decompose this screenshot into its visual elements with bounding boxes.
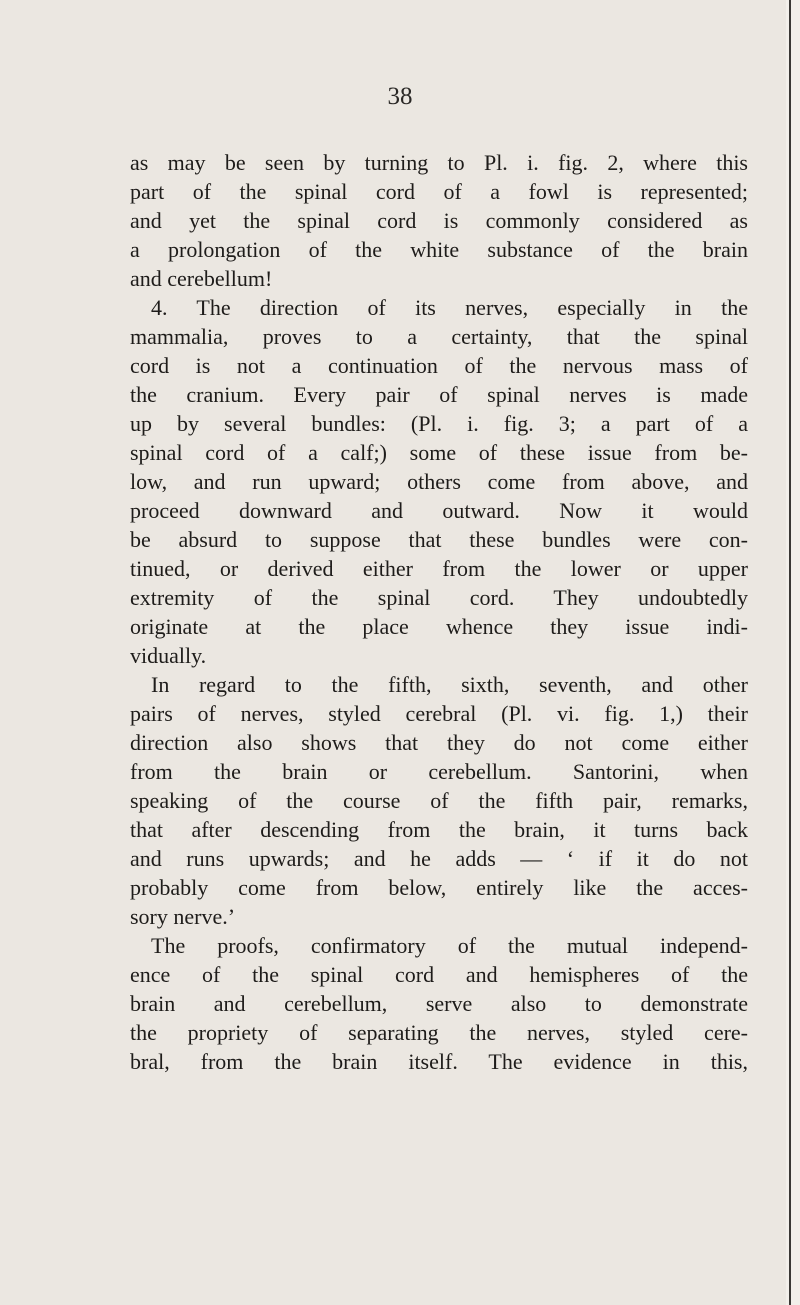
text-line: extremity of the spinal cord. They undoubtedly bbox=[130, 585, 748, 610]
text-line: from the brain or cerebellum. Santorini, when bbox=[130, 759, 748, 784]
text-line: cord is not a continuation of the nervous mass of bbox=[130, 353, 748, 378]
text-line: spinal cord of a calf;) some of these issue from be- bbox=[130, 440, 748, 465]
text-line: sory nerve.’ bbox=[130, 904, 236, 929]
text-line: the cranium. Every pair of spinal nerves is made bbox=[130, 382, 748, 407]
text-line: the propriety of separating the nerves, styled cere- bbox=[130, 1020, 748, 1045]
page-number: 38 bbox=[387, 83, 413, 110]
text-line: be absurd to suppose that these bundles were con- bbox=[130, 527, 748, 552]
text-line: up by several bundles: (Pl. i. fig. 3; a part of a bbox=[130, 411, 748, 436]
body-text bbox=[130, 148, 748, 1076]
page-border-line bbox=[789, 0, 791, 1305]
text-line: speaking of the course of the fifth pair, remarks, bbox=[130, 788, 748, 813]
text-line: 4. The direction of its nerves, especially in the bbox=[151, 295, 748, 320]
text-line: and runs upwards; and he adds — ‘ if it do not bbox=[130, 846, 748, 871]
text-line: brain and cerebellum, serve also to demonstrate bbox=[130, 991, 748, 1016]
text-line: bral, from the brain itself. The evidence in this, bbox=[130, 1049, 748, 1074]
text-line: and cerebellum! bbox=[130, 266, 273, 291]
text-line: probably come from below, entirely like the acces- bbox=[130, 875, 748, 900]
text-line: direction also shows that they do not come either bbox=[130, 730, 748, 755]
text-line: vidually. bbox=[130, 643, 207, 668]
text-line: as may be seen by turning to Pl. i. fig. 2, where this bbox=[130, 150, 748, 175]
text-line: that after descending from the brain, it turns back bbox=[130, 817, 748, 842]
text-line: pairs of nerves, styled cerebral (Pl. vi. fig. 1,) their bbox=[130, 701, 748, 726]
text-line: part of the spinal cord of a fowl is represented; bbox=[130, 179, 748, 204]
text-line: The proofs, confirmatory of the mutual independ- bbox=[151, 933, 748, 958]
text-line: originate at the place whence they issue indi- bbox=[130, 614, 748, 639]
text-line: a prolongation of the white substance of the brain bbox=[130, 237, 748, 262]
text-line: proceed downward and outward. Now it would bbox=[130, 498, 748, 523]
text-line: low, and run upward; others come from above, and bbox=[130, 469, 748, 494]
text-line: In regard to the fifth, sixth, seventh, and other bbox=[151, 672, 748, 697]
text-line: mammalia, proves to a certainty, that the spinal bbox=[130, 324, 748, 349]
text-line: ence of the spinal cord and hemispheres of the bbox=[130, 962, 748, 987]
text-line: and yet the spinal cord is commonly considered as bbox=[130, 208, 748, 233]
text-line: tinued, or derived either from the lower or upper bbox=[130, 556, 748, 581]
